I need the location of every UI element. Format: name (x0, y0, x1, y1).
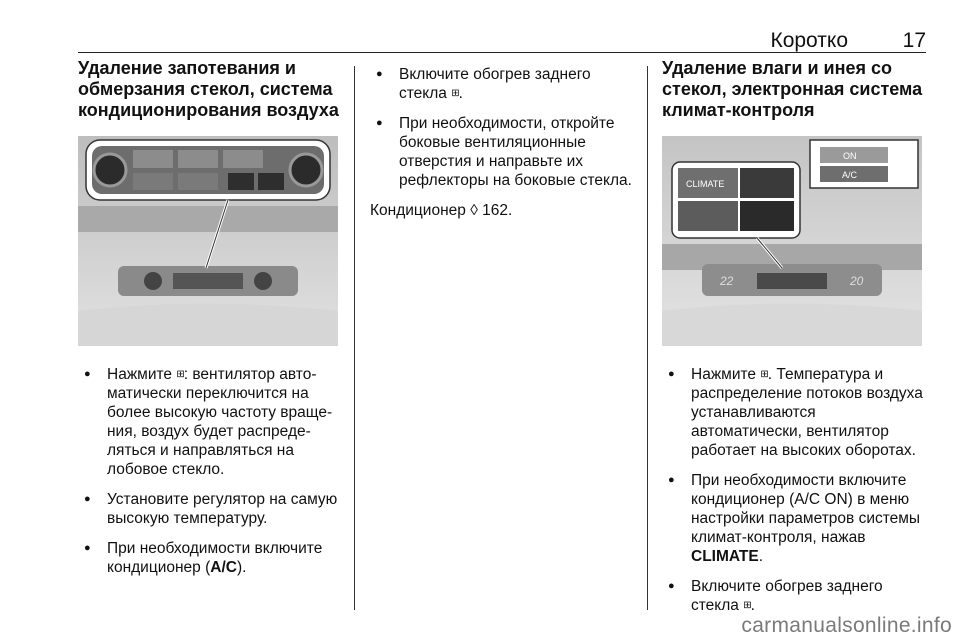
list-item: ● Нажмите ⊞: вентилятор авто-матически переключится на более высокую частоту враще-ния, воздух будет распреде-ляться и направляться на лобовое стекло. (78, 365, 340, 479)
column-divider (354, 66, 355, 610)
right-temperature: 20 (850, 274, 864, 288)
list-item: ● Включите обогрев заднего стекла ⊞. (370, 65, 634, 103)
rear-defrost-icon: ⊞ (743, 600, 751, 611)
climate-button-label: CLIMATE (686, 179, 725, 189)
rear-defrost-icon: ⊞ (451, 88, 459, 99)
cross-reference: Кондиционер ◊ 162. (370, 202, 513, 219)
section-heading-defog: Удаление запотевания и обмерзания стекол, система кондиционирования воздуха (78, 58, 339, 120)
page-title: Коротко (770, 29, 848, 52)
section-heading-electronic-climate: Удаление влаги и инея со стекол, электронная система климат-контроля (662, 58, 923, 120)
on-button-label: ON (843, 151, 857, 161)
front-defrost-icon: ⊞ (760, 369, 768, 380)
list-item: ● При необходимости, откройте боковые вентиляционные отверстия и направьте их рефлекторы на боковые стекла. (370, 114, 634, 190)
left-temperature: 22 (720, 274, 734, 288)
electronic-climate-steps-list (662, 365, 926, 615)
list-item: ● При необходимости включите кондиционер (A/C ON) в меню настройки параметров системы климат-контроля, нажав CLIMATE. (662, 471, 926, 566)
ac-button-label: A/C (842, 170, 858, 180)
climate-panel-photo (78, 136, 338, 346)
page-number: 17 (902, 29, 926, 52)
column-2 (370, 58, 634, 220)
defog-steps-list (78, 365, 340, 577)
watermark: carmanualsonline.info (741, 614, 952, 637)
list-item: ● Нажмите ⊞. Температура и распределение потоков воздуха устанавливаются автоматически, вентилятор работает на высоких оборотах. (662, 365, 926, 460)
column-1 (78, 58, 340, 588)
list-item: ● При необходимости включите кондиционер (A/C). (78, 539, 340, 577)
page-reference-icon: ◊ (470, 202, 478, 219)
list-item: ● Включите обогрев заднего стекла ⊞. (662, 577, 926, 615)
column-divider (647, 66, 648, 610)
list-item: ● Установите регулятор на самую высокую температуру. (78, 490, 340, 528)
page-header (78, 26, 926, 53)
column-3 (662, 58, 926, 626)
front-defrost-icon: ⊞ (176, 369, 184, 380)
defog-steps-continued-list (370, 65, 634, 190)
electronic-climate-panel-photo (662, 136, 922, 346)
